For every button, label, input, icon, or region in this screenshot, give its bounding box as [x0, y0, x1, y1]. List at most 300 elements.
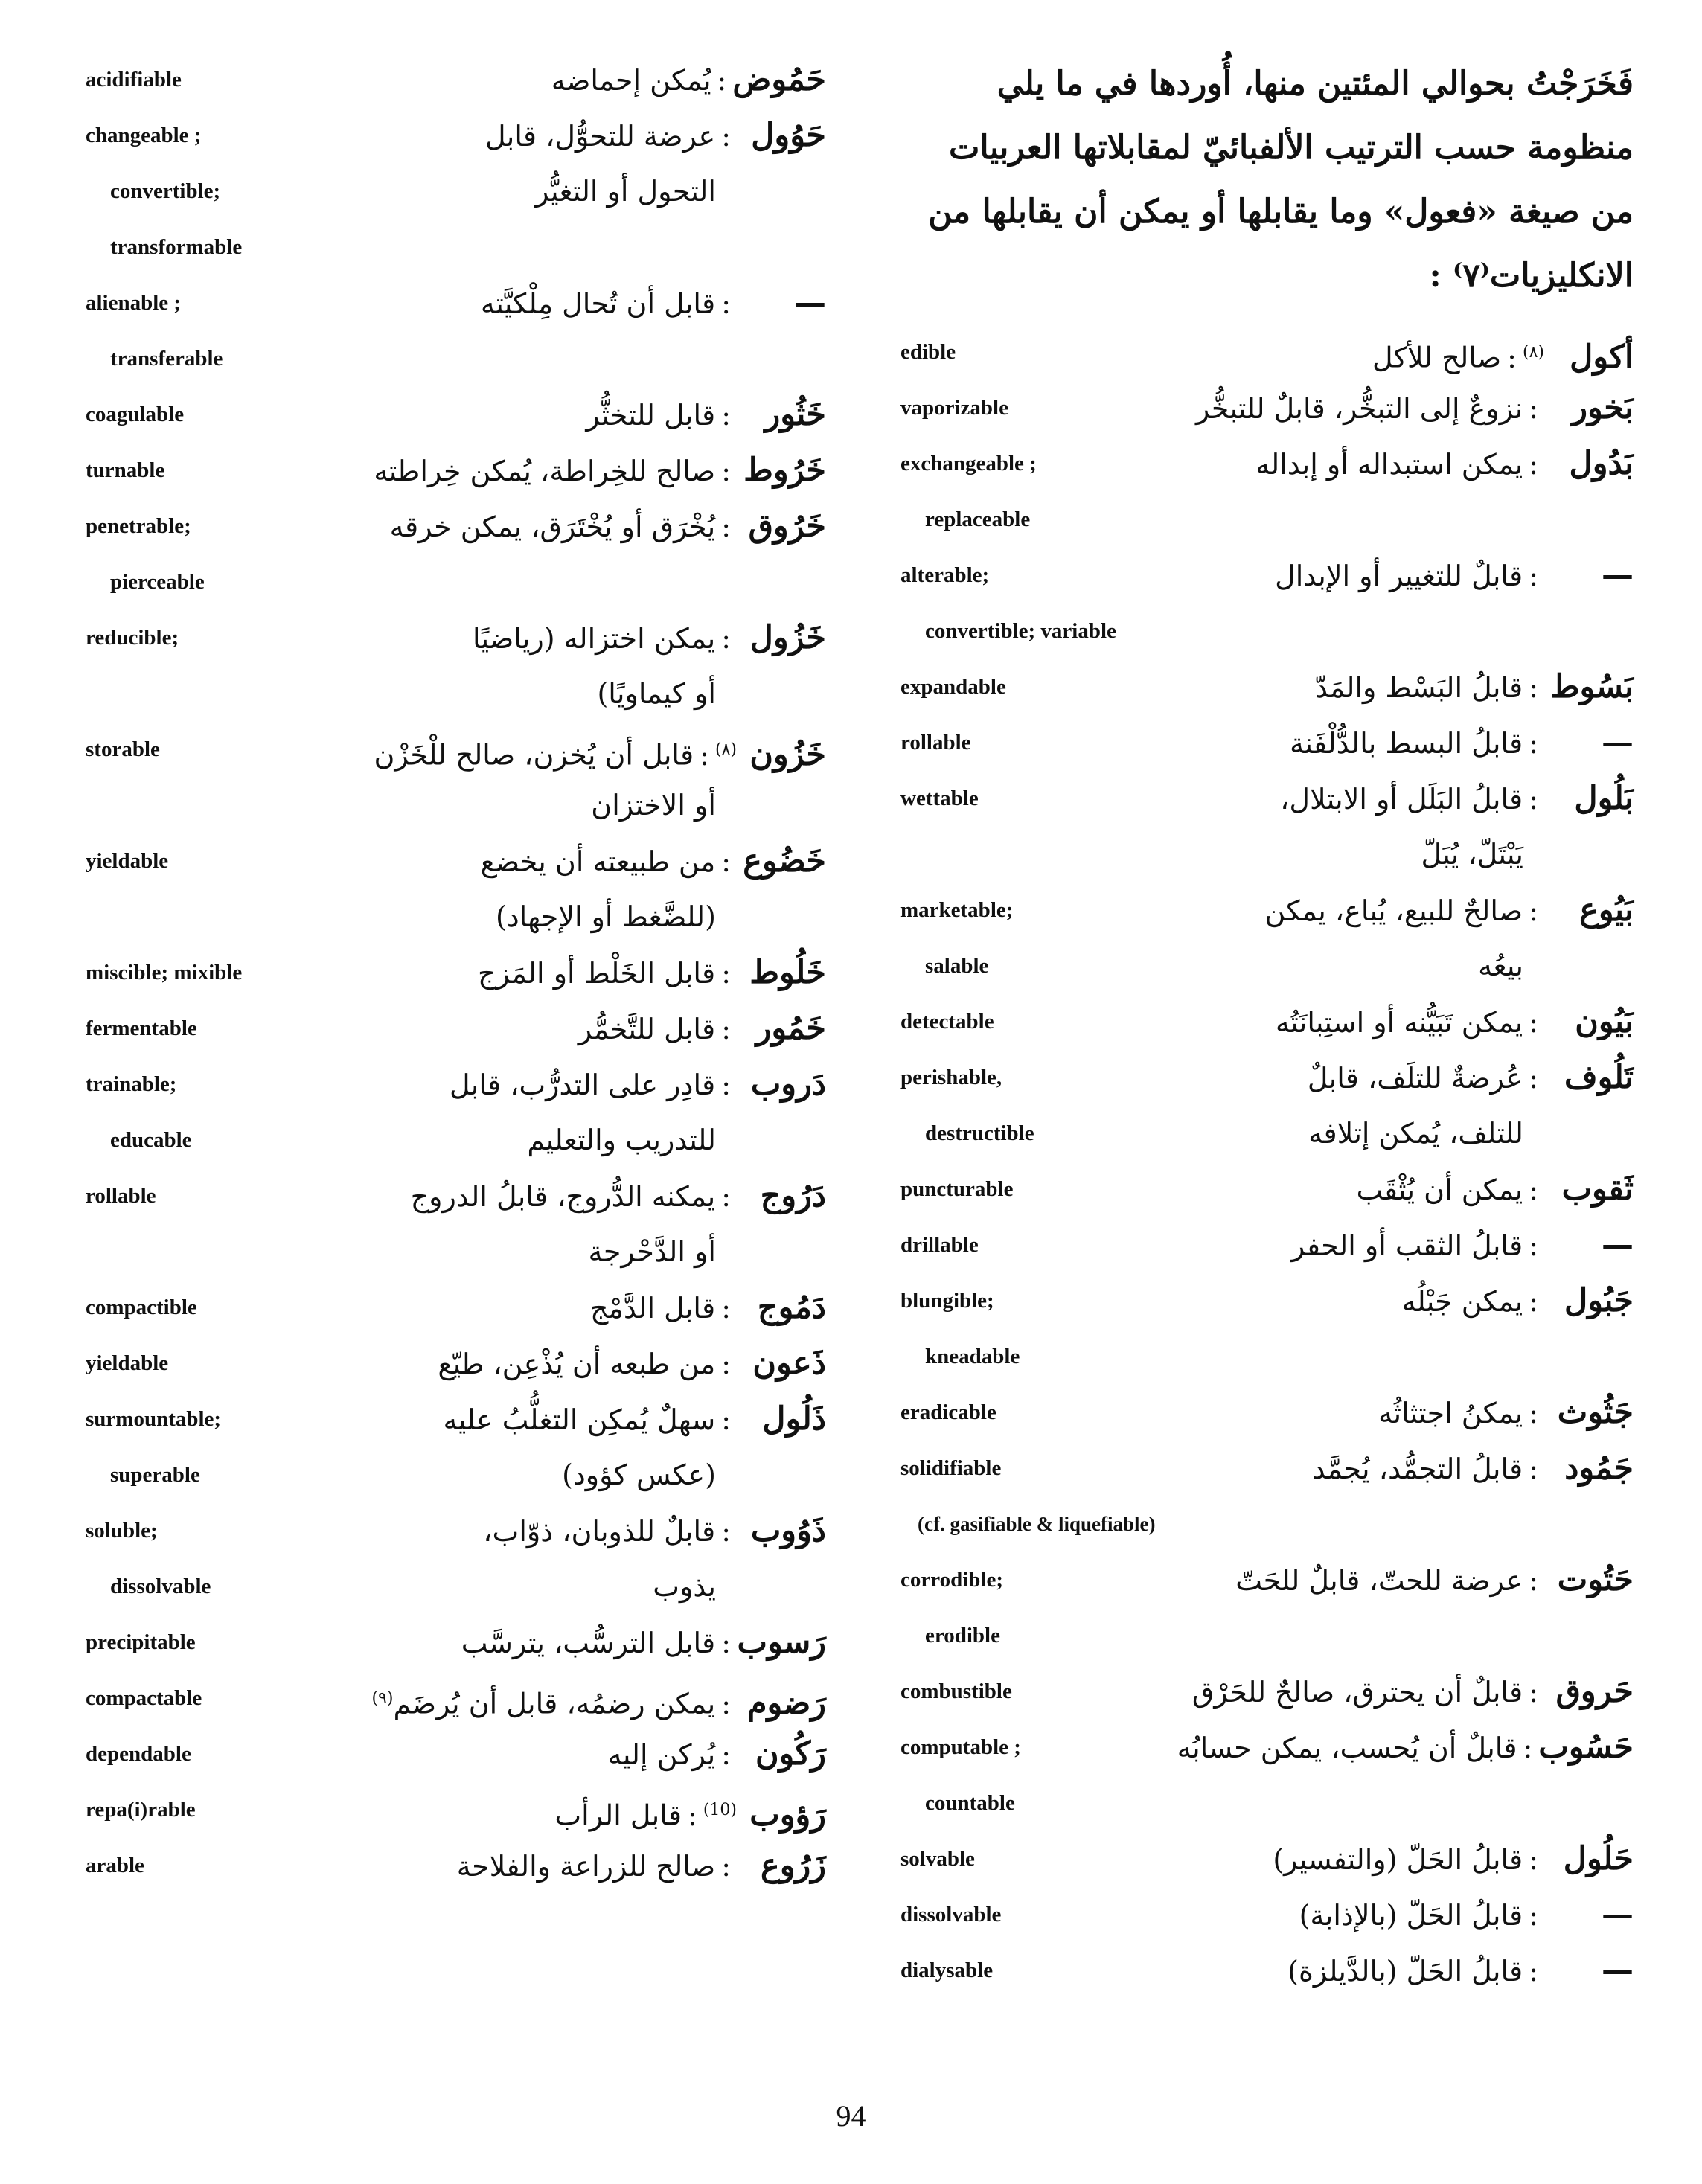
entry-row: [889, 1273, 1634, 1329]
colon-separator: :: [721, 1627, 731, 1659]
english-term: puncturable: [900, 1177, 1014, 1201]
arabic-definition: قابل للتَّخمُّر: [578, 1013, 716, 1045]
arabic-headword: حَمُوض: [732, 61, 826, 98]
arabic-definition: قادِر على التدرُّب، قابل: [449, 1069, 716, 1101]
arabic-headword: بَيُون: [1575, 1003, 1634, 1040]
entry-row: [889, 1608, 1634, 1664]
colon-separator: :: [1529, 1006, 1538, 1039]
english-term: combustible: [900, 1679, 1012, 1703]
arabic-definition: قابلُ الحَلّ (بالإذابة): [1299, 1899, 1523, 1932]
english-term: countable: [925, 1791, 1015, 1815]
colon-spacer: [716, 1458, 737, 1491]
arabic-definition: من طبعه أن يُذْعِن، طيّع: [438, 1348, 716, 1380]
entry-row: [74, 1838, 826, 1894]
arabic-definition: أو الدَّحْرجة: [588, 1235, 716, 1268]
ditto-dash: —: [794, 284, 826, 321]
entry-row: [74, 1168, 826, 1224]
arabic-entry: [74, 833, 826, 889]
entry-row: [74, 1503, 826, 1559]
arabic-definition: قابل الرأب: [554, 1799, 682, 1832]
english-term: storable: [86, 737, 160, 761]
english-term: dissolvable: [110, 1575, 211, 1598]
colon-separator: :: [721, 1013, 731, 1045]
english-term: exchangeable ;: [900, 452, 1037, 475]
english-term: turnable: [86, 458, 165, 482]
english-term: vaporizable: [900, 396, 1008, 420]
colon-separator: :: [1529, 1843, 1538, 1876]
english-term: compactable: [86, 1686, 202, 1710]
entry-row: [74, 554, 826, 610]
intro-line: من صيغة «فعول» وما يقابلها أو يمكن أن يقابلها من: [928, 193, 1634, 231]
entry-row: [889, 1496, 1634, 1552]
arabic-headword: حَتُوت: [1557, 1561, 1634, 1598]
entry-row: [889, 548, 1634, 603]
arabic-definition: صالح للزراعة والفلاحة: [456, 1850, 716, 1883]
arabic-definition: يُركن إليه: [607, 1738, 716, 1771]
arabic-definition: بيعُه: [1478, 950, 1523, 982]
arabic-headword: حَروق: [1555, 1673, 1634, 1710]
arabic-entry: [889, 548, 1634, 603]
intro-paragraph: [889, 52, 1634, 308]
arabic-entry: [889, 827, 1634, 883]
entry-row: [889, 659, 1634, 715]
colon-spacer: [716, 566, 737, 598]
arabic-headword: جَمُود: [1564, 1450, 1634, 1487]
entry-row: [889, 715, 1634, 771]
entry-row: [74, 1671, 826, 1726]
arabic-definition: من طبيعته أن يخضع: [480, 845, 716, 878]
english-term: drillable: [900, 1233, 979, 1257]
colon-separator: :: [1529, 671, 1538, 704]
arabic-entry: [74, 1838, 826, 1894]
entry-row: [889, 827, 1634, 883]
english-term: arable: [86, 1854, 144, 1877]
arabic-entry: [889, 938, 1634, 994]
english-term: alienable ;: [86, 291, 182, 315]
arabic-definition: قابلُ الحَلّ (بالدَّيلزة): [1287, 1955, 1523, 1988]
entry-row: [889, 1050, 1634, 1106]
ditto-dash: —: [1602, 557, 1634, 594]
ditto-dash: —: [1602, 1952, 1634, 1989]
colon-spacer: [1523, 1619, 1544, 1652]
english-term: replaceable: [925, 507, 1031, 531]
entry-row: [74, 108, 826, 164]
arabic-headword: رَكُون: [755, 1735, 826, 1773]
colon-separator: :: [1529, 1676, 1538, 1709]
arabic-definition: يمكن اختزاله (رياضيًا: [472, 622, 716, 655]
footnote-marker: (٨): [714, 740, 737, 759]
arabic-definition: أو كيماويًا): [597, 677, 716, 710]
ditto-dash: —: [1602, 1226, 1634, 1264]
entry-row: [889, 938, 1634, 994]
english-term: dissolvable: [900, 1903, 1002, 1927]
entry-row: [889, 1106, 1634, 1162]
colon-separator: :: [721, 399, 731, 432]
colon-separator: :: [721, 510, 731, 543]
english-term: alterable;: [900, 563, 990, 587]
arabic-headword: زَرُوع: [761, 1847, 826, 1884]
colon-separator: :: [721, 455, 731, 487]
arabic-entry: [74, 610, 826, 666]
english-term: yieldable: [86, 849, 169, 873]
arabic-definition: (عكس كؤود): [562, 1458, 716, 1491]
arabic-headword: خَثُور: [764, 396, 826, 433]
page-number: 94: [836, 2099, 866, 2133]
arabic-headword: بَدُول: [1569, 445, 1634, 482]
colon-separator: :: [721, 1738, 731, 1771]
english-term: solvable: [900, 1847, 975, 1871]
arabic-definition: صالحٌ للبيع، يُباع، يمكن: [1264, 894, 1523, 927]
entry-row: [74, 1280, 826, 1336]
english-term: edible: [900, 340, 956, 364]
english-term: solidifiable: [900, 1456, 1002, 1480]
entry-row: [889, 1217, 1634, 1273]
entry-row: [889, 380, 1634, 436]
entry-row: [889, 994, 1634, 1050]
english-term: superable: [110, 1463, 200, 1487]
entry-row: [889, 1775, 1634, 1831]
arabic-definition: يَبْتَلّ، يُبَلّ: [1421, 838, 1523, 871]
arabic-headword: جَبُول: [1564, 1282, 1634, 1319]
arabic-headword: خَلُوط: [749, 954, 826, 991]
arabic-definition: أو الاختزان: [591, 789, 716, 822]
footnote-marker: (٩): [371, 1689, 394, 1708]
arabic-entry: [74, 1224, 826, 1280]
entry-row: [74, 889, 826, 945]
colon-spacer: [1523, 1340, 1544, 1373]
english-term: convertible; variable: [925, 619, 1116, 643]
colon-spacer: [716, 231, 737, 263]
english-term: convertible;: [110, 179, 221, 203]
arabic-headword: دَروب: [750, 1066, 826, 1103]
arabic-headword: رَؤوب: [749, 1796, 826, 1834]
arabic-headword: دَمُوج: [757, 1289, 826, 1326]
arabic-definition: قابلُ التجمُّد، يُجمَّد: [1312, 1453, 1523, 1485]
arabic-entry: [74, 722, 826, 778]
english-term: wettable: [900, 787, 979, 810]
arabic-definition: قابلٌ أن يُحسب، يمكن حسابُه: [1177, 1732, 1517, 1764]
arabic-headword: خَزُول: [749, 619, 826, 656]
arabic-headword: خَمُور: [755, 1010, 826, 1047]
arabic-definition: يمكن أن يُثْقَب: [1356, 1173, 1523, 1206]
arabic-entry: [74, 666, 826, 722]
english-term: transferable: [110, 347, 223, 371]
colon-spacer: [716, 900, 737, 933]
arabic-entry: [889, 994, 1634, 1050]
colon-separator: :: [1529, 392, 1538, 425]
arabic-definition: يمكنُ اجتثاثُه: [1378, 1397, 1523, 1429]
arabic-definition: صالح للخِراطة، يُمكن خِراطته: [374, 455, 716, 487]
arabic-headword: خَرُوط: [743, 452, 826, 489]
entry-row: [74, 52, 826, 108]
english-term: computable ;: [900, 1735, 1021, 1759]
arabic-headword: بَسُوط: [1549, 668, 1634, 705]
arabic-entry: [74, 1168, 826, 1224]
arabic-definition: قابلُ البسط بالدُّلْفَنة: [1290, 727, 1523, 760]
english-term: coagulable: [86, 403, 185, 426]
arabic-entry: [74, 443, 826, 499]
english-term: pierceable: [110, 570, 205, 594]
arabic-definition: للتدريب والتعليم: [527, 1124, 716, 1156]
arabic-definition: يمكن تَبَيُّنه أو استِبانَتُه: [1275, 1006, 1523, 1039]
english-term: marketable;: [900, 898, 1014, 922]
arabic-headword: رَضوم: [746, 1684, 826, 1722]
colon-separator: :: [1529, 1173, 1538, 1206]
entry-row: [74, 1392, 826, 1447]
arabic-definition: قابلُ البَسْط والمَدّ: [1314, 671, 1523, 704]
english-term: salable: [925, 954, 989, 978]
entry-row: [889, 771, 1634, 827]
colon-spacer: [1523, 503, 1544, 536]
arabic-headword: بَخور: [1572, 389, 1634, 426]
colon-separator: :: [1529, 1564, 1538, 1597]
english-term: erodible: [925, 1624, 1000, 1647]
arabic-definition: قابلُ الثقب أو الحفر: [1290, 1229, 1523, 1262]
entry-row: [74, 1001, 826, 1057]
colon-separator: :: [721, 1069, 731, 1101]
entry-row: [889, 436, 1634, 492]
colon-separator: :: [1529, 448, 1538, 481]
arabic-headword: حَسُوب: [1538, 1729, 1634, 1766]
footnote-marker: (10): [703, 1801, 737, 1819]
english-term: destructible: [925, 1121, 1034, 1145]
english-term: changeable ;: [86, 124, 202, 147]
english-term: blungible;: [900, 1289, 994, 1313]
english-term: repa(i)rable: [86, 1798, 196, 1822]
english-term: educable: [110, 1128, 192, 1152]
entry-row: [74, 945, 826, 1001]
arabic-definition: (للضَّغط أو الإجهاد): [495, 900, 716, 933]
colon-separator: :: [1529, 1062, 1538, 1095]
colon-separator: :: [1529, 560, 1538, 592]
entry-row: [889, 1720, 1634, 1775]
colon-separator: :: [688, 1799, 697, 1832]
arabic-headword: ذَعون: [752, 1345, 826, 1382]
arabic-headword: دَرُوج: [760, 1177, 826, 1214]
colon-separator: :: [700, 738, 709, 772]
colon-separator: :: [721, 1292, 731, 1325]
arabic-definition: قابل الترسُّب، يترسَّب: [461, 1627, 716, 1659]
colon-separator: :: [1529, 1453, 1538, 1485]
arabic-definition: قابل للتخثُّر: [586, 399, 716, 432]
entry-row: [74, 1447, 826, 1503]
arabic-definition: نزوعٌ إلى التبخُّر، قابلٌ للتبخُّر: [1195, 392, 1523, 425]
colon-separator: :: [721, 845, 731, 878]
colon-separator: :: [717, 64, 727, 97]
entry-row: [74, 833, 826, 889]
arabic-entry: [74, 52, 826, 108]
entry-row: [74, 331, 826, 387]
colon-separator: :: [721, 1687, 731, 1720]
entry-row: [889, 1831, 1634, 1887]
arabic-headword: جَثُوث: [1557, 1394, 1634, 1431]
english-term: reducible;: [86, 626, 179, 650]
arabic-definition: يُخْرَق أو يُخْتَرَق، يمكن خرقه: [389, 510, 716, 543]
arabic-headword: ثَقوب: [1561, 1171, 1634, 1208]
right-column: [889, 52, 1634, 1999]
colon-spacer: [716, 342, 737, 375]
ditto-dash: —: [1602, 724, 1634, 761]
footnote-marker: (٨): [1522, 343, 1544, 362]
english-term: miscible; mixible: [86, 961, 243, 984]
arabic-headword: ذَلُول: [762, 1400, 826, 1438]
arabic-definition: عرضة للحتّ، قابلٌ للحَتّ: [1235, 1564, 1523, 1597]
colon-spacer: [1523, 1787, 1544, 1819]
arabic-headword: أكول: [1570, 338, 1634, 376]
english-term: corrodible;: [900, 1568, 1003, 1592]
colon-separator: :: [721, 622, 731, 655]
colon-separator: :: [721, 1403, 731, 1436]
colon-separator: :: [1529, 1955, 1538, 1988]
english-term: transformable: [110, 235, 243, 259]
arabic-definition: للتلف، يُمكن إتلافه: [1308, 1117, 1523, 1150]
english-term: acidifiable: [86, 68, 182, 92]
entry-row: [74, 275, 826, 331]
entry-row: [74, 1782, 826, 1838]
english-term: eradicable: [900, 1400, 996, 1424]
english-term: kneadable: [925, 1345, 1020, 1368]
english-term: soluble;: [86, 1519, 158, 1543]
entry-row: [889, 1552, 1634, 1608]
arabic-definition: التحول أو التغيُّر: [535, 175, 716, 208]
intro-line: منظومة حسب الترتيب الألفبائيّ لمقابلاتها العربيات: [948, 129, 1634, 167]
arabic-definition: قابلُ البَلَل أو الابتلال،: [1280, 783, 1523, 816]
entry-row: [889, 1385, 1634, 1441]
english-term: compactible: [86, 1296, 197, 1319]
arabic-definition: عُرضةٌ للتلَف، قابلٌ: [1307, 1062, 1523, 1095]
entry-row: [74, 1224, 826, 1280]
colon-separator: :: [1507, 341, 1517, 374]
arabic-definition: يمكن جَبْلُه: [1401, 1285, 1523, 1318]
colon-spacer: [1523, 838, 1544, 871]
colon-separator: :: [721, 957, 731, 990]
english-term: rollable: [900, 731, 971, 755]
arabic-definition: يمكن رضمُه، قابل أن يُرضَم: [393, 1687, 716, 1720]
colon-separator: :: [1529, 894, 1538, 927]
colon-spacer: [1523, 950, 1544, 982]
arabic-definition: يُمكن إحماضه: [551, 64, 711, 97]
entry-row: [74, 164, 826, 220]
arabic-definition: قابلٌ للتغيير أو الإبدال: [1275, 560, 1523, 592]
entry-row: [74, 1559, 826, 1615]
entry-row: [74, 387, 826, 443]
arabic-definition: يذوب: [653, 1570, 716, 1603]
entry-row: [74, 722, 826, 778]
english-term: trainable;: [86, 1072, 177, 1096]
entry-row: [889, 1943, 1634, 1999]
entry-row: [889, 324, 1634, 380]
colon-spacer: [1523, 1117, 1544, 1150]
arabic-entry: [889, 771, 1634, 827]
entry-row: [889, 883, 1634, 938]
arabic-definition: صالح للأكل: [1372, 341, 1502, 374]
english-term: surmountable;: [86, 1407, 222, 1431]
colon-spacer: [716, 175, 737, 208]
arabic-headword: خَضُوع: [743, 842, 826, 880]
colon-separator: :: [721, 1850, 731, 1883]
arabic-entry: [889, 1831, 1634, 1887]
arabic-definition: قابلُ الحَلّ (والتفسير): [1273, 1843, 1523, 1876]
arabic-entry: [889, 1943, 1634, 1999]
colon-separator: :: [1529, 1899, 1538, 1932]
entry-row: [74, 220, 826, 275]
entry-list-right: [889, 324, 1634, 1999]
english-term: precipitable: [86, 1630, 196, 1654]
entry-list-left: [74, 52, 826, 1894]
arabic-headword: بَيُوع: [1579, 891, 1634, 929]
arabic-headword: خَزُون: [749, 735, 826, 773]
arabic-definition: يمكن استبداله أو إبداله: [1255, 448, 1523, 481]
colon-separator: :: [1529, 783, 1538, 816]
cross-reference-note: (cf. gasifiable & liquefiable): [918, 1513, 1156, 1535]
arabic-headword: حَوُول: [751, 117, 826, 154]
colon-separator: :: [1529, 1229, 1538, 1262]
arabic-entry: [74, 387, 826, 443]
colon-separator: :: [1529, 727, 1538, 760]
arabic-headword: تَلُوف: [1564, 1059, 1634, 1096]
ditto-dash: —: [1602, 1896, 1634, 1933]
arabic-definition: قابل الخَلْط أو المَزج: [478, 957, 716, 990]
english-term: expandable: [900, 675, 1006, 699]
arabic-entry: [889, 1608, 1634, 1664]
entry-row: [74, 666, 826, 722]
colon-spacer: [716, 1124, 737, 1156]
arabic-headword: خَرُوق: [748, 507, 826, 545]
left-column: [74, 52, 826, 1894]
colon-spacer: [716, 789, 737, 822]
arabic-entry: [74, 1503, 826, 1559]
entry-row: [889, 1664, 1634, 1720]
arabic-definition: عرضة للتحوُّل، قابل: [484, 120, 716, 153]
arabic-headword: ذَوُوب: [750, 1512, 826, 1549]
entry-row: [889, 1441, 1634, 1496]
arabic-entry: [889, 324, 1634, 380]
colon-separator: :: [721, 120, 731, 153]
colon-separator: :: [721, 1348, 731, 1380]
colon-spacer: [716, 1235, 737, 1268]
arabic-definition: قابل الدَّمْج: [590, 1292, 716, 1325]
english-term: yieldable: [86, 1351, 169, 1375]
colon-separator: :: [721, 287, 731, 320]
arabic-headword: بَلُول: [1574, 780, 1634, 817]
arabic-definition: قابلٌ للذوبان، ذوّاب،: [483, 1515, 716, 1548]
entry-row: [74, 610, 826, 666]
english-term: dependable: [86, 1742, 191, 1766]
arabic-definition: قابل أن يُخزن، صالح للْخَزْن: [374, 738, 694, 772]
english-term: rollable: [86, 1184, 156, 1208]
arabic-entry: [74, 275, 826, 331]
intro-line: فَخَرَجْتُ بحوالي المئتين منها، أُوردها في ما يلي: [996, 65, 1634, 103]
english-term: dialysable: [900, 1959, 994, 1982]
arabic-entry: [889, 1273, 1634, 1329]
entry-row: [889, 1329, 1634, 1385]
arabic-entry: [74, 778, 826, 833]
entry-row: [889, 603, 1634, 659]
entry-row: [74, 778, 826, 833]
colon-spacer: [1523, 615, 1544, 647]
arabic-entry: [889, 1217, 1634, 1273]
colon-separator: :: [721, 1515, 731, 1548]
colon-separator: :: [1523, 1732, 1533, 1764]
english-term: fermentable: [86, 1016, 197, 1040]
arabic-definition: سهلٌ يُمكِن التغلُّبُ عليه: [443, 1403, 716, 1436]
english-term: detectable: [900, 1010, 994, 1034]
entry-row: [889, 1887, 1634, 1943]
intro-line: الانكليزيات⁽٧⁾ :: [1429, 257, 1634, 295]
arabic-headword: حَلُول: [1563, 1840, 1634, 1877]
colon-separator: :: [1529, 1285, 1538, 1318]
entry-row: [889, 492, 1634, 548]
